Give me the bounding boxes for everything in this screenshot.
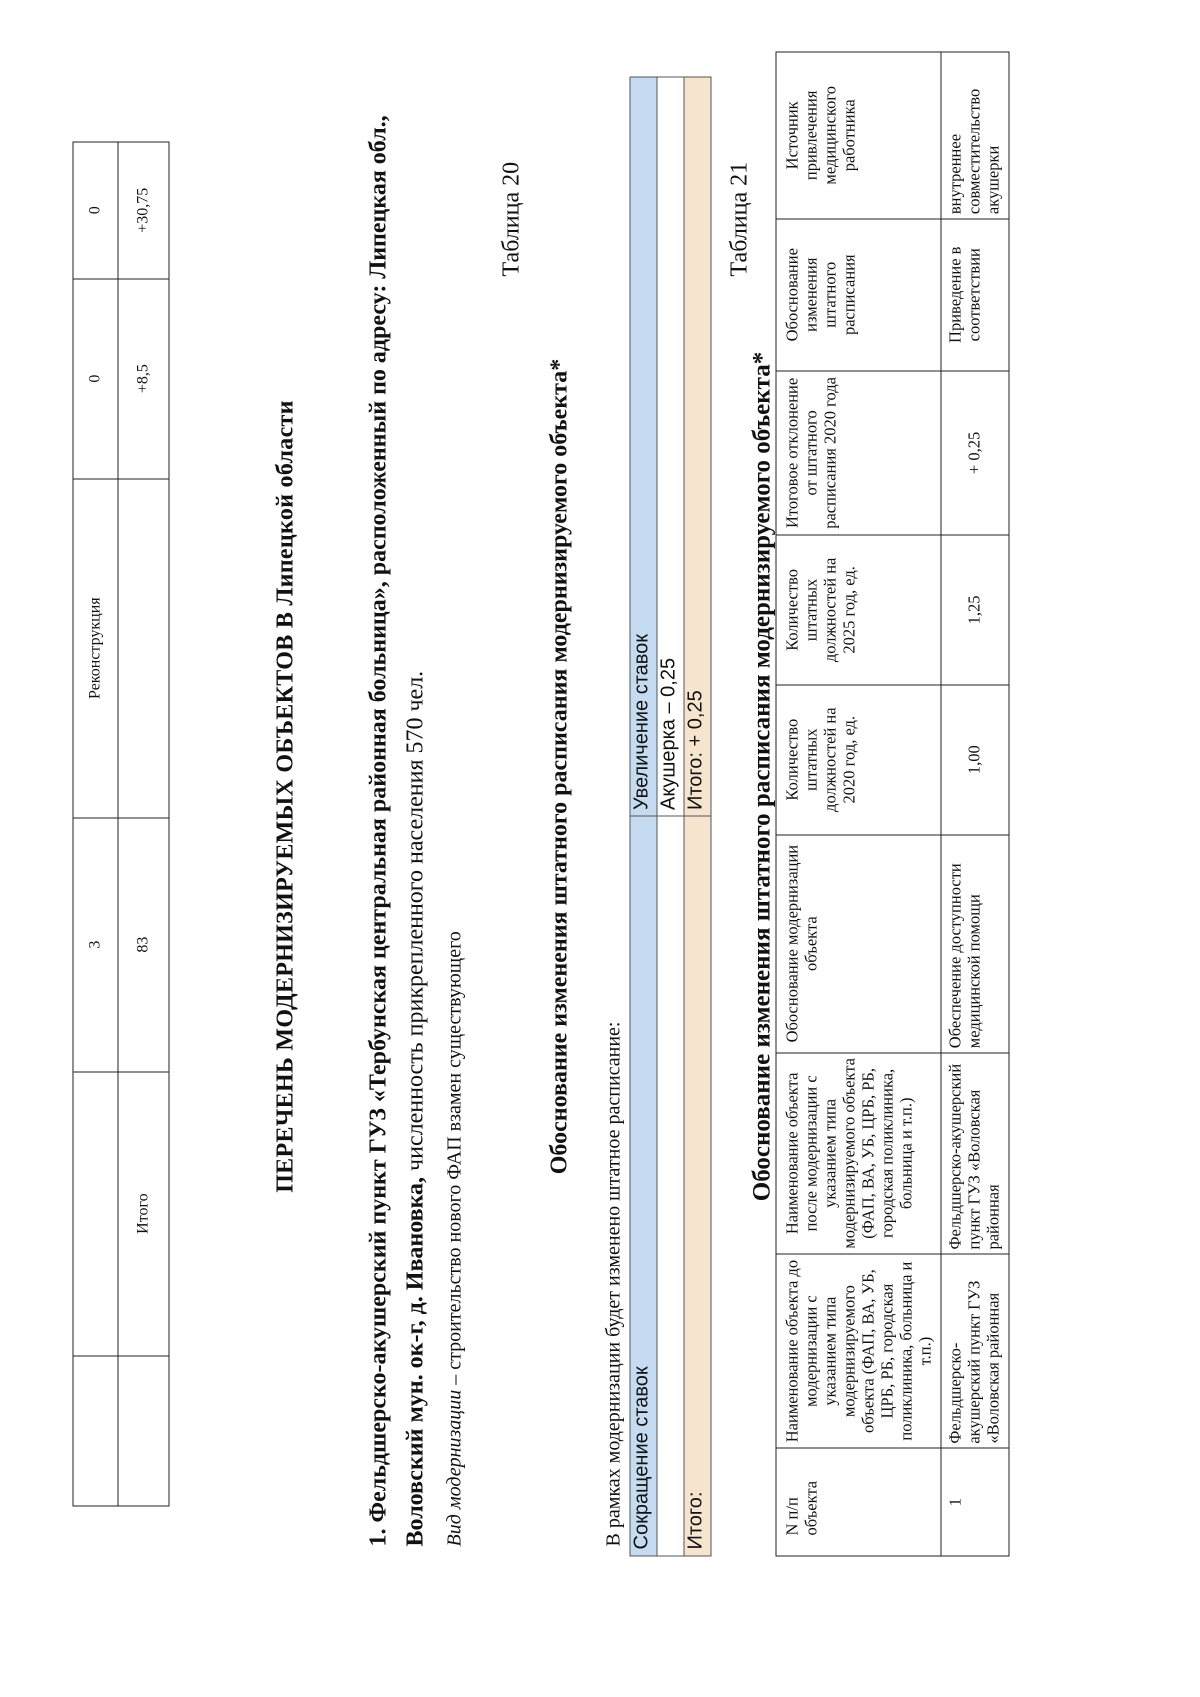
previous-table-continuation xyxy=(73,142,170,1507)
table-21-heading: Обоснование изменения штатного расписания модернизируемого объекта* xyxy=(748,351,776,1202)
table-20-heading: Обоснование изменения штатного расписания модернизируемого объекта* xyxy=(546,358,573,1175)
row-staff-2020: 1,00 xyxy=(941,685,1009,835)
row-name-before: Фельдшерско-акушерский пункт ГУЗ «Воловская районная xyxy=(941,1254,1009,1448)
cell: Реконструкция xyxy=(73,479,118,818)
modernization-type-value: – строительство нового ФАП взамен существующего xyxy=(443,931,466,1390)
table-21-number: Таблица 21 xyxy=(726,161,753,277)
table-20 xyxy=(630,77,712,1557)
row-staff-change: Приведение в соответствии xyxy=(941,219,1009,371)
cell: +8,5 xyxy=(118,279,169,479)
header-num: N п/п объекта xyxy=(776,1448,941,1556)
table-21 xyxy=(776,52,1010,1557)
object-description xyxy=(361,107,435,1547)
table-20-number: Таблица 20 xyxy=(498,161,525,277)
header-staff-change: Обоснование изменения штатного расписания xyxy=(776,219,941,371)
cell: 0 xyxy=(73,142,118,279)
total-label: Итого: xyxy=(684,817,711,1557)
row-source: внутреннее совместительство акушерки xyxy=(941,52,1009,219)
header-deviation: Итоговое отклонение от штатного расписания 2020 года xyxy=(776,371,941,535)
increase-cell: Акушерка – 0,25 xyxy=(657,77,684,817)
row-name-after: Фельдшерско-акушерский пункт ГУЗ «Воловская районная xyxy=(941,1053,1009,1254)
object-name: 1. Фельдшерско-акушерский пункт ГУЗ «Тербунская центральная районная больница», расположенный по адресу: Липецкая обл., Воловский мун. ок-г, д. Ивановка, xyxy=(365,115,429,1547)
cell xyxy=(73,1356,118,1506)
population-text: численность прикрепленного населения 570 чел. xyxy=(402,670,429,1177)
section-heading: ПЕРЕЧЕНЬ МОДЕРНИЗИРУЕМЫХ ОБЪЕКТОВ В Липецкой области xyxy=(272,400,299,1193)
header-justification: Обоснование модернизации объекта xyxy=(776,835,941,1053)
row-num: 1 xyxy=(941,1448,1009,1556)
header-name-after: Наименование объекта после модернизации с указанием типа модернизируемого объекта (ФАП, ВА, УБ, ЦРБ, РБ, городская поликлиника, больница и т.п.) xyxy=(776,1053,941,1254)
row-deviation: + 0,25 xyxy=(941,371,1009,535)
table-20-intro: В рамках модернизации будет изменено штатное расписание: xyxy=(602,1021,625,1547)
cell xyxy=(73,1072,118,1356)
cell: +30,75 xyxy=(118,142,169,279)
modernization-type-label: Вид модернизации xyxy=(443,1389,466,1547)
total-label: Итого xyxy=(118,1072,169,1356)
cell: 3 xyxy=(73,818,118,1072)
document-page xyxy=(1,0,1200,1697)
modernization-type xyxy=(444,931,467,1546)
column-header-increase: Увеличение ставок xyxy=(630,77,657,817)
row-staff-2025: 1,25 xyxy=(941,535,1009,685)
cell xyxy=(118,1356,169,1506)
column-header-decrease: Сокращение ставок xyxy=(630,817,657,1557)
header-staff-2020: Количество штатных должностей на 2020 год, ед. xyxy=(776,685,941,835)
header-staff-2025: Количество штатных должностей на 2025 год, ед. xyxy=(776,535,941,685)
cell: 0 xyxy=(73,279,118,479)
row-justification: Обеспечение доступности медицинской помощи xyxy=(941,835,1009,1053)
header-name-before: Наименование объекта до модернизации с указанием типа модернизируемого объекта (ФАП, ВА, УБ, ЦРБ, РБ, городская поликлиника, больница и т.п.) xyxy=(776,1254,941,1448)
decrease-cell xyxy=(657,817,684,1557)
header-source: Источник привлечения медицинского работника xyxy=(776,52,941,219)
cell xyxy=(118,479,169,818)
cell: 83 xyxy=(118,818,169,1072)
total-value: Итого: + 0,25 xyxy=(684,77,711,817)
